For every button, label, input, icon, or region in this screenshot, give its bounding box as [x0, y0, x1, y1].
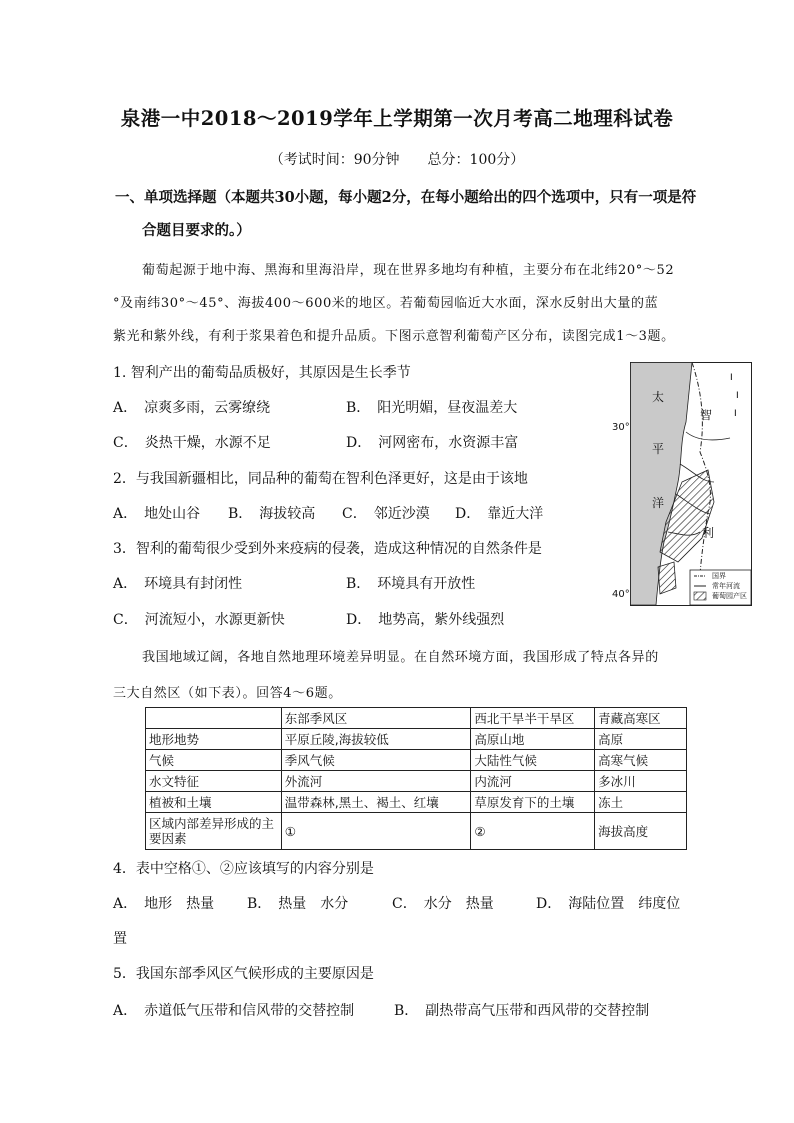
option-d: D． 地势高，紫外线强烈 [346, 612, 505, 628]
section-heading: 一、单项选择题（本题共30小题，每小题2分，在每小题给出的四个选项中，只有一项是符 [115, 189, 697, 206]
passage1-line: °及南纬30°～45°、海拔400～600米的地区。若葡萄园临近大水面，深水反射出大量的蓝 [113, 296, 659, 311]
ocean-label: 平 [652, 442, 665, 456]
svg-text:I: I [736, 391, 739, 401]
ocean-label: 洋 [652, 496, 665, 510]
option-c: C． 水分 热量 [392, 896, 494, 912]
question-1: 1. 智利产出的葡萄品质极好，其原因是生长季节 [113, 365, 411, 381]
table-row [146, 792, 687, 813]
passage2-line: 我国地域辽阔，各地自然地理环境差异明显。在自然环境方面，我国形成了特点各异的 [142, 650, 659, 665]
question-3: 3．智利的葡萄很少受到外来疫病的侵袭，造成这种情况的自然条件是 [113, 541, 542, 557]
table-cell: 温带森林,黑土、褐土、红壤 [281, 792, 471, 813]
option-a: A． 地形 热量 [113, 896, 215, 912]
table-cell: 草原发育下的土壤 [471, 792, 595, 813]
option-b: B． 环境具有开放性 [346, 576, 476, 592]
exam-info: （考试时间：90分钟 总分：100分） [269, 152, 525, 168]
passage1-line: 葡萄起源于地中海、黑海和里海沿岸，现在世界多地均有种植，主要分布在北纬20°～52 [142, 263, 675, 278]
svg-text:I: I [730, 373, 733, 383]
table-cell: 高寒气候 [595, 750, 687, 771]
table-cell: 冻土 [595, 792, 687, 813]
table-cell: 区域内部差异形成的主要因素 [146, 813, 282, 850]
option-c: C． 邻近沙漠 [342, 506, 430, 522]
passage1-line: 紫光和紫外线，有利于浆果着色和提升品质。下图示意智利葡萄产区分布，读图完成1～3题。 [113, 329, 675, 344]
table-cell: 气候 [146, 750, 282, 771]
table-row [146, 771, 687, 792]
legend-border: 国界 [712, 572, 726, 580]
option-a: A． 环境具有封闭性 [113, 576, 243, 592]
table-cell: 多冰川 [595, 771, 687, 792]
table-cell: 季风气候 [281, 750, 471, 771]
option-a: A． 地处山谷 [113, 506, 201, 522]
table-cell: 高原 [595, 729, 687, 750]
table-header-row [146, 708, 687, 729]
table-cell: 植被和土壤 [146, 792, 282, 813]
option-b: B． 海拔较高 [228, 506, 316, 522]
table-cell: 内流河 [471, 771, 595, 792]
table-row [146, 750, 687, 771]
svg-text:I: I [734, 409, 737, 419]
latitude-label: 30° [612, 422, 630, 433]
option-d: D． 靠近大洋 [455, 506, 544, 522]
table-cell: 水文特征 [146, 771, 282, 792]
legend-vineyard: 葡萄园产区 [712, 592, 747, 600]
natural-regions-table [145, 707, 687, 850]
table-cell: 大陆性气候 [471, 750, 595, 771]
option-c: C． 河流短小，水源更新快 [113, 612, 285, 628]
latitude-label: 40° [612, 589, 630, 600]
table-cell: 东部季风区 [281, 708, 471, 729]
option-a: A． 赤道低气压带和信风带的交替控制 [113, 1003, 355, 1019]
option-d: D． 海陆位置 纬度位 [536, 896, 681, 912]
option-b: B． 阳光明媚，昼夜温差大 [346, 400, 518, 416]
question-5: 5．我国东部季风区气候形成的主要原因是 [113, 966, 374, 982]
question-4: 4．表中空格①、②应该填写的内容分别是 [113, 861, 374, 877]
table-cell: 地形地势 [146, 729, 282, 750]
country-label: 利 [702, 526, 715, 540]
table-row [146, 813, 687, 850]
page-title: 泉港一中2018～2019学年上学期第一次月考高二地理科试卷 [120, 107, 674, 130]
option-c: C． 炎热干燥，水源不足 [113, 435, 271, 451]
table-row [146, 729, 687, 750]
legend-river: 常年河流 [712, 582, 740, 590]
chile-vineyard-map [630, 362, 752, 606]
table-cell: 平原丘陵,海拔较低 [281, 729, 471, 750]
table-cell: 高原山地 [471, 729, 595, 750]
table-cell [146, 708, 282, 729]
table-cell: ② [471, 813, 595, 850]
country-label: 智 [700, 408, 713, 422]
table-cell: ① [281, 813, 471, 850]
section-heading-cont: 合题目要求的。） [142, 222, 251, 239]
question-2: 2．与我国新疆相比，同品种的葡萄在智利色泽更好，这是由于该地 [113, 471, 528, 487]
option-d: D． 河网密布，水资源丰富 [346, 435, 519, 451]
table-cell: 海拔高度 [595, 813, 687, 850]
table-cell: 外流河 [281, 771, 471, 792]
table-cell: 西北干旱半干旱区 [471, 708, 595, 729]
passage2-line: 三大自然区（如下表）。回答4～6题。 [113, 686, 342, 701]
ocean-label: 太 [652, 390, 665, 404]
option-a: A． 凉爽多雨，云雾缭绕 [113, 400, 271, 416]
table-cell: 青藏高寒区 [595, 708, 687, 729]
option-b: B． 热量 水分 [247, 896, 349, 912]
option-b: B． 副热带高气压带和西风带的交替控制 [394, 1003, 650, 1019]
option-d-wrap: 置 [113, 931, 127, 947]
